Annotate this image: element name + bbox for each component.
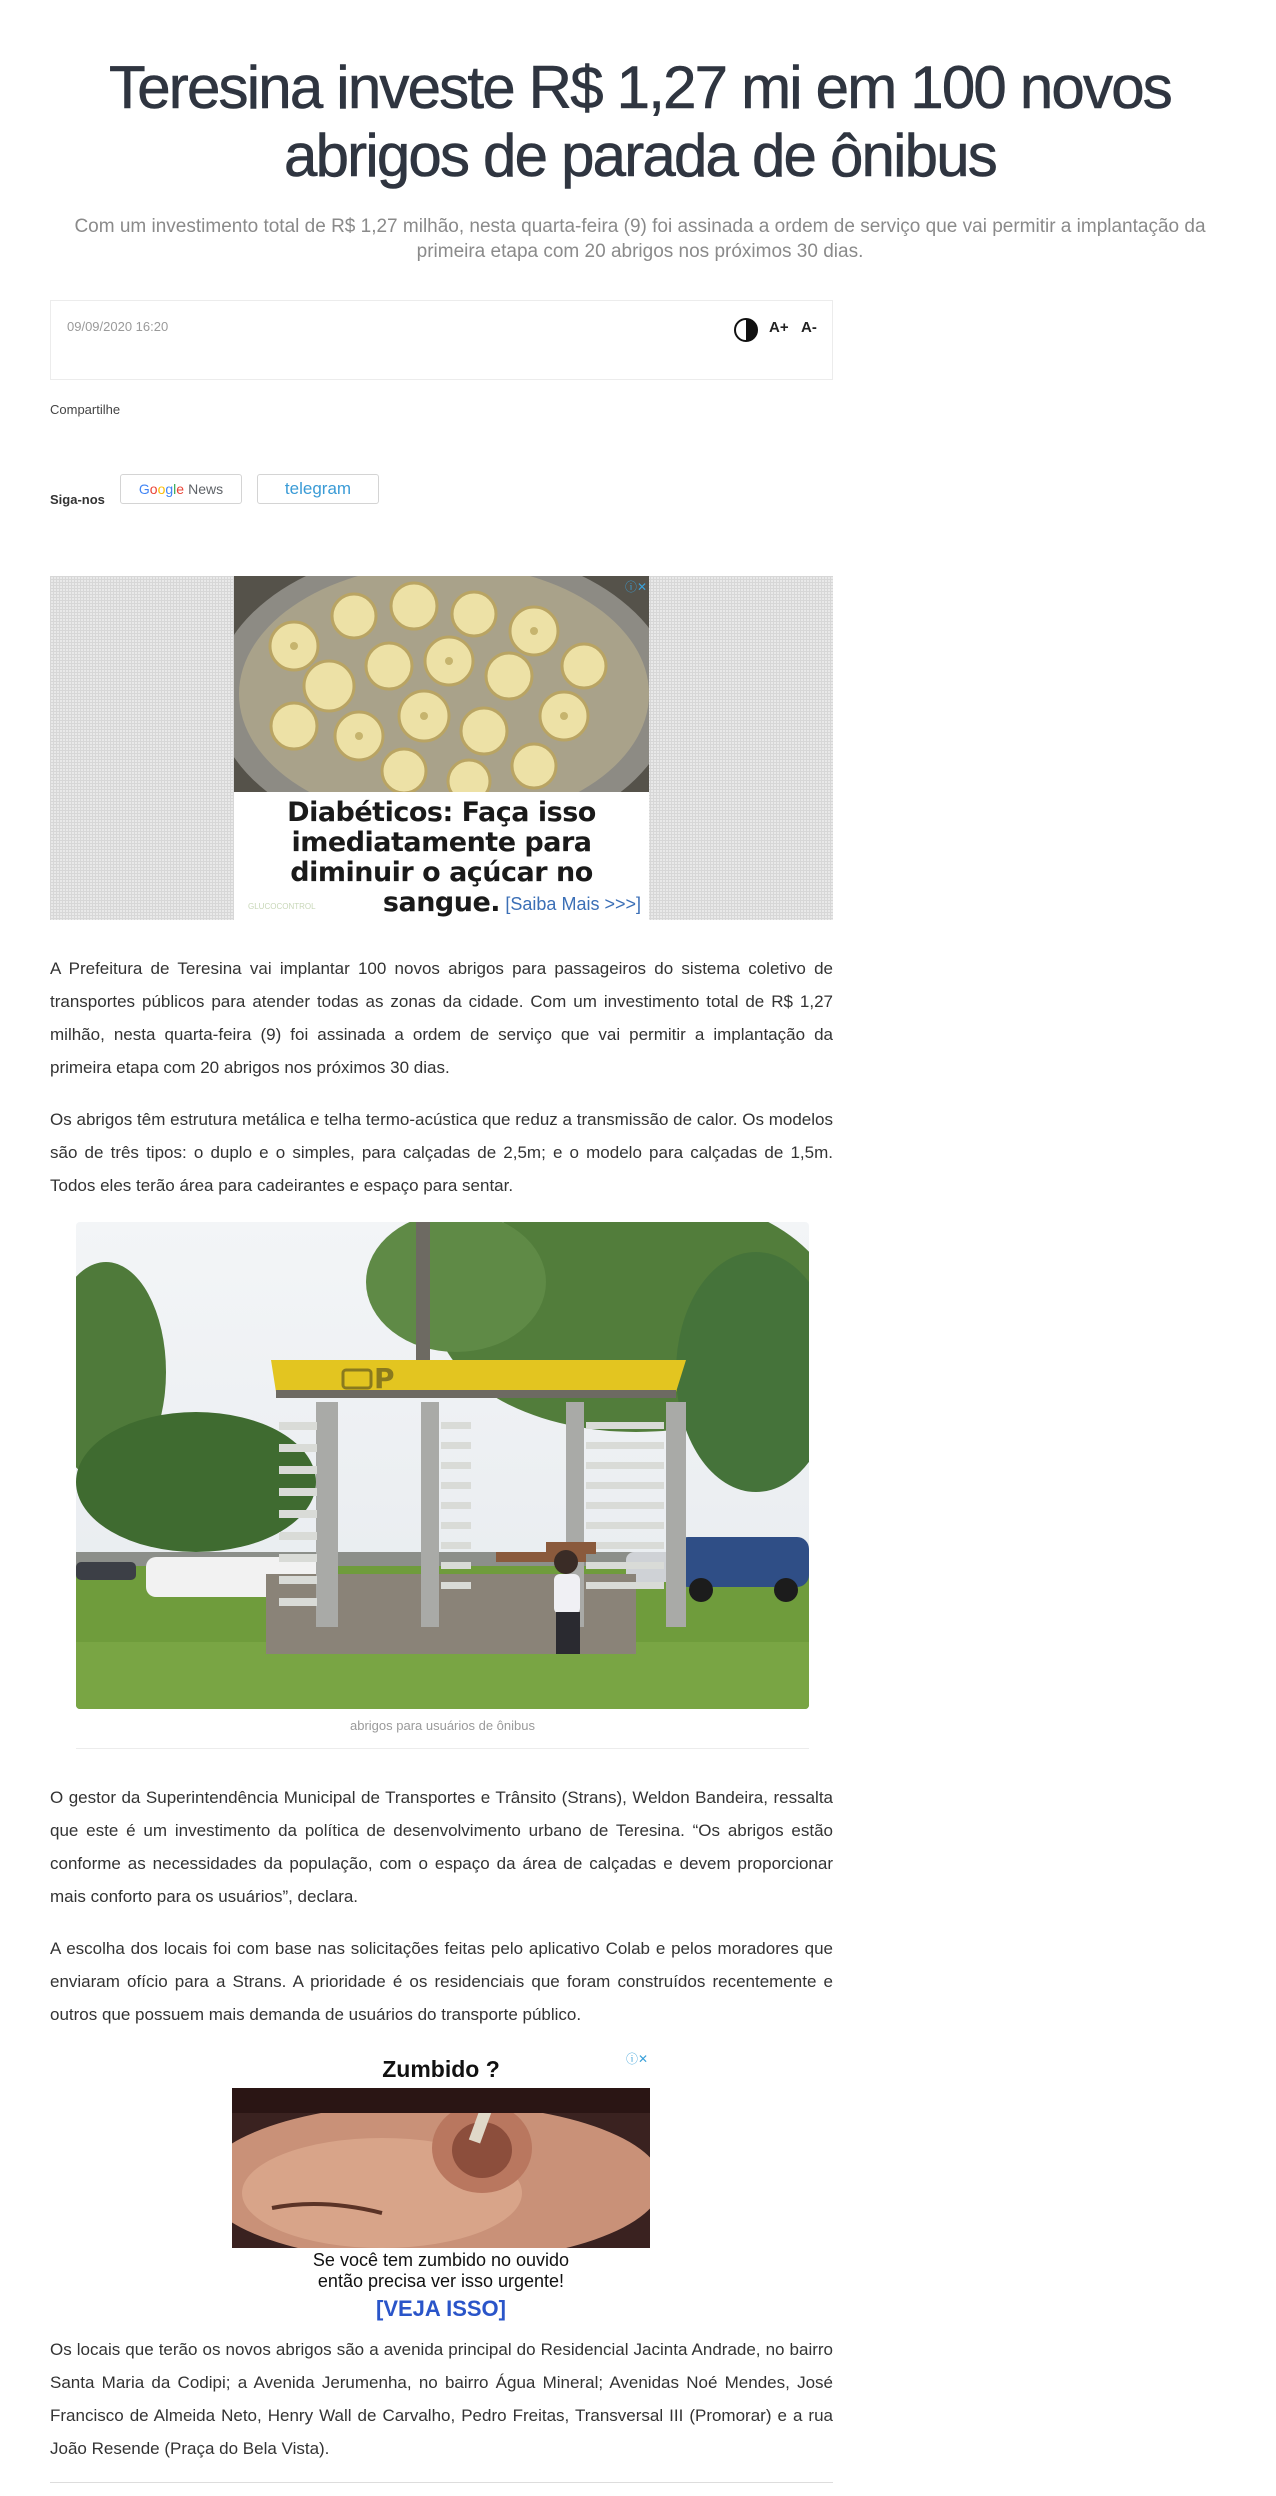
font-decrease-button[interactable]: A- <box>801 319 817 336</box>
ad-cta-link[interactable]: [Saiba Mais >>>] <box>505 894 641 914</box>
article-paragraph: A Prefeitura de Teresina vai implantar 100 novos abrigos para passageiros do sistema coletivo de transportes públicos para atender todas as zonas da cidade. Com um investimento total de R$ 1,27 milhão, nesta quarta-feira (9) foi assinada a ordem de serviço que vai permitir a implantação da primeira etapa com 20 abrigos nos próximos 30 dias. <box>50 959 833 1077</box>
ad-body-line: então precisa ver isso urgente! <box>317 2271 565 2291</box>
article-paragraph: A escolha dos locais foi com base nas solicitações feitas pelo aplicativo Colab e pelos moradores que enviaram ofício para a Strans. A prioridade é os residenciais que foram construídos recentemente e outros que possuem mais demanda de usuários do transporte público. <box>50 1939 833 2024</box>
article-header <box>40 54 1240 264</box>
font-increase-button[interactable]: A+ <box>769 319 789 336</box>
bus-shelter-photo <box>76 1222 809 1709</box>
article-headline: Teresina investe R$ 1,27 mi em 100 novos abrigos de parada de ônibus <box>109 54 1171 189</box>
ad-sponsor: GLUCOCONTROL <box>248 902 316 911</box>
adchoices-icon[interactable]: ⓘ✕ <box>625 2052 648 2066</box>
article-paragraph: Os locais que terão os novos abrigos são a avenida principal do Residencial Jacinta Andrade, no bairro Santa Maria da Codipi; a Avenida Jerumenha, no bairro Água Mineral; Avenidas Noé Mendes, José Francisco de Almeida Neto, Henry Wall de Carvalho, Pedro Freitas, Transversal III (Promorar) e a rua João Resende (Praça do Bela Vista). <box>50 2340 833 2458</box>
ad-image-ear[interactable] <box>232 2088 650 2248</box>
caption-divider <box>76 1748 809 1749</box>
ad-body-text[interactable] <box>230 2250 652 2292</box>
contrast-toggle-icon[interactable] <box>733 317 759 343</box>
adchoices-icon[interactable]: ⓘ✕ <box>624 580 647 594</box>
google-news-logo-icon: Google News <box>138 481 224 497</box>
article-subtitle: Com um investimento total de R$ 1,27 milhão, nesta quarta-feira (9) foi assinada a ordem de serviço que vai permitir a implantação da primeira etapa com 20 abrigos nos próximos 30 dias. <box>74 216 1206 262</box>
ad-title[interactable]: Zumbido ? <box>382 2056 500 2082</box>
photo-caption: abrigos para usuários de ônibus <box>349 1718 535 1733</box>
telegram-button[interactable]: telegram <box>257 474 379 504</box>
google-news-button[interactable] <box>120 474 242 504</box>
article-paragraph: Os abrigos têm estrutura metálica e telha termo-acústica que reduz a transmissão de calor. Os modelos são de três tipos: o duplo e o simples, para calçadas de 2,5m; e o modelo para calçadas de 1,5m. Todos eles terão área para cadeirantes e espaço para sentar. <box>50 1110 833 1195</box>
share-label: Compartilhe <box>50 402 121 417</box>
ad-image-bananas[interactable] <box>234 576 649 792</box>
content-divider <box>50 2482 833 2483</box>
ad-card[interactable] <box>234 576 649 920</box>
ad-headline[interactable]: Diabéticos: Faça isso imediatamente para diminuir o açúcar no sangue. <box>287 797 596 918</box>
ad-body-line: Se você tem zumbido no ouvido <box>312 2250 570 2270</box>
follow-label: Siga-nos <box>50 492 105 507</box>
ad-banner-diabetes[interactable] <box>50 576 833 920</box>
ad-banner-tinnitus[interactable] <box>230 2046 652 2326</box>
article-paragraph: O gestor da Superintendência Municipal de Transportes e Trânsito (Strans), Weldon Bandeira, ressalta que este é um investimento da política de desenvolvimento urbano de Teresina. “Os abrigos estão conforme as necessidades da população, com o espaço da área de calçadas e devem proporcionar mais conforto para os usuários”, declara. <box>50 1788 833 1906</box>
shelter-sign-text: P <box>374 1362 395 1395</box>
ad-cta-link[interactable]: [VEJA ISSO] <box>376 2296 506 2321</box>
article-meta-box <box>50 300 833 380</box>
publish-date: 09/09/2020 16:20 <box>67 319 169 334</box>
